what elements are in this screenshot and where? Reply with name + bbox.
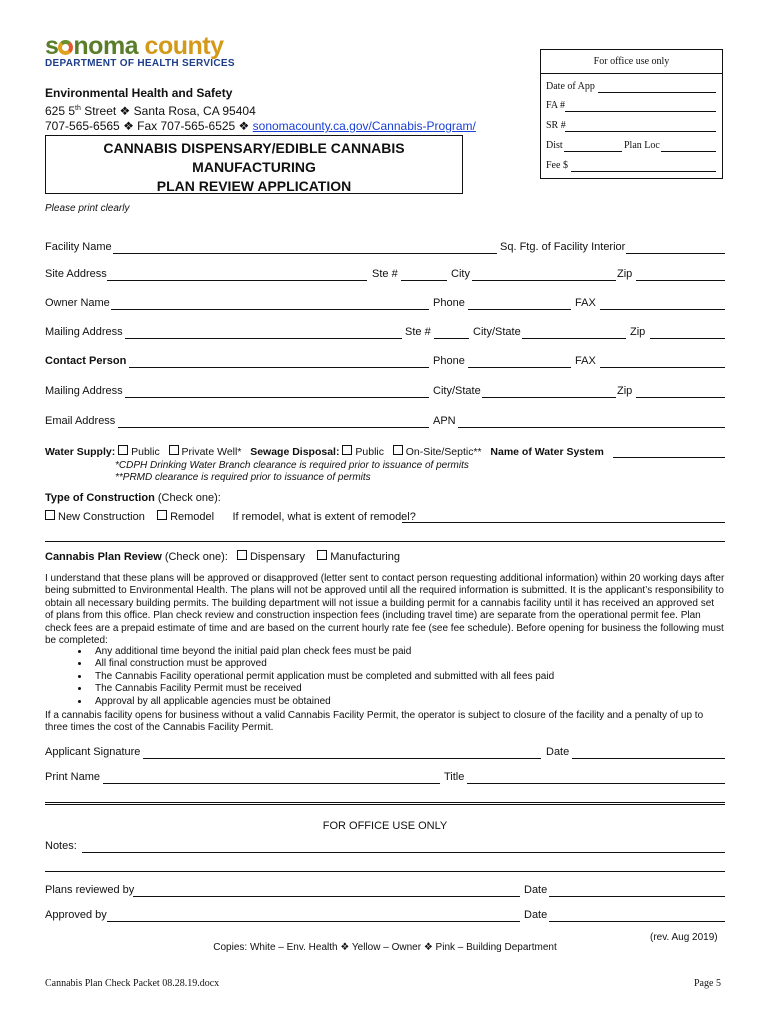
divider bbox=[45, 802, 725, 807]
mailing-address-label-1: Mailing Address bbox=[45, 326, 123, 338]
fee-field[interactable] bbox=[571, 171, 716, 172]
copies-note: Copies: White – Env. Health ❖ Yellow – Owner ❖ Pink – Building Department bbox=[213, 942, 557, 953]
notes-field-2[interactable] bbox=[45, 871, 725, 872]
cdph-note: *CDPH Drinking Water Branch clearance is required prior to issuance of permits bbox=[115, 460, 469, 471]
remodel-extent-field-2[interactable] bbox=[45, 541, 725, 542]
dispensary-checkbox[interactable] bbox=[237, 550, 247, 560]
list-item: • The Cannabis Facility operational permit application must be completed and submitted with all fees paid bbox=[90, 671, 725, 683]
apn-field[interactable] bbox=[458, 427, 725, 428]
approved-date-field[interactable] bbox=[549, 921, 725, 922]
facility-name-label: Facility Name bbox=[45, 241, 112, 253]
org-name: Environmental Health and Safety bbox=[45, 86, 233, 100]
plan-review-row: Cannabis Plan Review (Check one): Dispensary Manufacturing bbox=[45, 551, 400, 563]
logo-wordmark: s noma county bbox=[45, 32, 224, 60]
contact-person-field[interactable] bbox=[129, 367, 429, 368]
revision-note: (rev. Aug 2019) bbox=[650, 932, 718, 943]
city-state-field-1[interactable] bbox=[522, 338, 626, 339]
notes-field[interactable] bbox=[82, 852, 725, 853]
mailing-address-field-2[interactable] bbox=[125, 397, 429, 398]
website-link[interactable]: sonomacounty.ca.gov/Cannabis-Program/ bbox=[252, 119, 476, 133]
signature-date-label: Date bbox=[546, 746, 570, 758]
terms-paragraph: I understand that these plans will be approved or disapproved (letter sent to contact person requesting additional information) within 20 working days after being submitted to Environmental Health. The plans will not be approved until all the required information is submitted. It is the applicant’s responsibility to obtain all necessary building permits. The building department will not issue a building permit for a cannabis facility until it has received an approved set of plans from this office. Plan check review and construction inspection fees (including travel time) are separate from the operational permit fee. Plan check fees are a prepaid estimate of time and are based on the current hourly rate fee (see fee schedule). Before opening for business the following must be completed: bbox=[45, 573, 725, 647]
fa-field[interactable] bbox=[565, 111, 716, 112]
zip-label-3: Zip bbox=[617, 385, 633, 397]
logo-o-icon bbox=[58, 40, 73, 55]
street-address: 625 5th Street ❖ Santa Rosa, CA 95404 bbox=[45, 104, 256, 118]
plans-reviewed-field[interactable] bbox=[133, 896, 520, 897]
city-state-field-2[interactable] bbox=[482, 397, 616, 398]
site-address-label: Site Address bbox=[45, 268, 107, 280]
facility-name-field[interactable] bbox=[113, 253, 497, 254]
fax-field-2[interactable] bbox=[600, 367, 725, 368]
applicant-signature-field[interactable] bbox=[143, 758, 541, 759]
approved-by-field[interactable] bbox=[107, 921, 520, 922]
city-label: City bbox=[451, 268, 470, 280]
zip-field-3[interactable] bbox=[636, 397, 725, 398]
print-name-label: Print Name bbox=[45, 771, 101, 783]
plan-loc-field[interactable] bbox=[661, 151, 716, 152]
applicant-signature-label: Applicant Signature bbox=[45, 746, 141, 758]
contact-person-label: Contact Person bbox=[45, 355, 127, 367]
zip-field-1[interactable] bbox=[636, 280, 725, 281]
address-block bbox=[45, 86, 476, 134]
fax-label-1: FAX bbox=[575, 297, 596, 309]
phone-field-1[interactable] bbox=[468, 309, 571, 310]
zip-field-2[interactable] bbox=[650, 338, 725, 339]
print-name-field[interactable] bbox=[103, 783, 440, 784]
sq-ftg-field[interactable] bbox=[626, 253, 725, 254]
onsite-septic-checkbox[interactable] bbox=[393, 445, 403, 455]
private-well-checkbox[interactable] bbox=[169, 445, 179, 455]
footer-filename: Cannabis Plan Check Packet 08.28.19.docx bbox=[45, 978, 220, 989]
contact-line: 707-565-6565 ❖ Fax 707-565-6525 ❖ sonomacounty.ca.gov/Cannabis-Program/ bbox=[45, 119, 476, 133]
email-label: Email Address bbox=[45, 415, 116, 427]
print-clearly-note: Please print clearly bbox=[45, 203, 130, 214]
sq-ftg-label: Sq. Ftg. of Facility Interior bbox=[500, 241, 626, 253]
ste-field-2[interactable] bbox=[434, 338, 469, 339]
construction-label: Type of Construction (Check one): bbox=[45, 492, 221, 504]
mailing-address-field-1[interactable] bbox=[125, 338, 402, 339]
public-water-checkbox[interactable] bbox=[118, 445, 128, 455]
manufacturing-checkbox[interactable] bbox=[317, 550, 327, 560]
mailing-address-label-2: Mailing Address bbox=[45, 385, 123, 397]
sr-field[interactable] bbox=[565, 131, 716, 132]
zip-label-2: Zip bbox=[630, 326, 646, 338]
remodel-checkbox[interactable] bbox=[157, 510, 167, 520]
city-state-label-2: City/State bbox=[433, 385, 481, 397]
public-sewage-checkbox[interactable] bbox=[342, 445, 352, 455]
approved-by-label: Approved by bbox=[45, 909, 107, 921]
email-field[interactable] bbox=[118, 427, 429, 428]
water-supply-row: Water Supply: Public Private Well* Sewage Disposal: Public On-Site/Septic** Name of Water System bbox=[45, 446, 604, 458]
owner-name-field[interactable] bbox=[111, 309, 429, 310]
ste-field-1[interactable] bbox=[401, 280, 447, 281]
title-label: Title bbox=[444, 771, 465, 783]
office-use-heading: FOR OFFICE USE ONLY bbox=[322, 820, 448, 832]
water-system-name-field[interactable] bbox=[613, 457, 725, 458]
ste-label-1: Ste # bbox=[372, 268, 398, 280]
site-address-field[interactable] bbox=[107, 280, 367, 281]
review-date-label: Date bbox=[524, 884, 548, 896]
date-of-app-field[interactable] bbox=[598, 92, 716, 93]
sonoma-county-logo bbox=[45, 32, 235, 69]
city-field[interactable] bbox=[472, 280, 616, 281]
apn-label: APN bbox=[433, 415, 456, 427]
phone-field-2[interactable] bbox=[468, 367, 571, 368]
dist-field[interactable] bbox=[564, 151, 622, 152]
logo-department: DEPARTMENT OF HEALTH SERVICES bbox=[45, 58, 235, 69]
ste-label-2: Ste # bbox=[405, 326, 431, 338]
footer-page-number: Page 5 bbox=[694, 978, 721, 989]
new-construction-checkbox[interactable] bbox=[45, 510, 55, 520]
title-field[interactable] bbox=[467, 783, 725, 784]
approved-date-label: Date bbox=[524, 909, 548, 921]
fax-label-2: FAX bbox=[575, 355, 596, 367]
phone-label-1: Phone bbox=[433, 297, 465, 309]
office-box-title: For office use only bbox=[593, 56, 670, 67]
form-title-box: CANNABIS DISPENSARY/EDIBLE CANNABIS MANUFACTURING PLAN REVIEW APPLICATION bbox=[45, 135, 463, 194]
closing-paragraph: If a cannabis facility opens for business without a valid Cannabis Facility Permit, the operator is subject to closure of the facility and a penalty of up to three times the cost of the Cannabis Facility Permit. bbox=[45, 710, 704, 734]
remodel-extent-field[interactable] bbox=[402, 522, 725, 523]
signature-date-field[interactable] bbox=[572, 758, 725, 759]
list-item: • Any additional time beyond the initial paid plan check fees must be paid bbox=[90, 646, 725, 658]
review-date-field[interactable] bbox=[549, 896, 725, 897]
city-state-label-1: City/State bbox=[473, 326, 521, 338]
list-item: • Approval by all applicable agencies must be obtained bbox=[90, 696, 725, 708]
list-item: • All final construction must be approved bbox=[90, 658, 725, 670]
notes-label: Notes: bbox=[45, 840, 77, 852]
requirements-list bbox=[45, 646, 725, 708]
list-item: • The Cannabis Facility Permit must be received bbox=[90, 683, 725, 695]
prmd-note: **PRMD clearance is required prior to issuance of permits bbox=[115, 472, 371, 483]
plans-reviewed-label: Plans reviewed by bbox=[45, 884, 135, 896]
owner-name-label: Owner Name bbox=[45, 297, 110, 309]
construction-options: New Construction Remodel If remodel, what is extent of remodel? bbox=[45, 510, 416, 523]
phone-label-2: Phone bbox=[433, 355, 465, 367]
fax-field-1[interactable] bbox=[600, 309, 725, 310]
office-use-box: For office use only Date of App FA # SR # Dist Plan Loc Fee $ bbox=[540, 49, 723, 179]
zip-label-1: Zip bbox=[617, 268, 633, 280]
